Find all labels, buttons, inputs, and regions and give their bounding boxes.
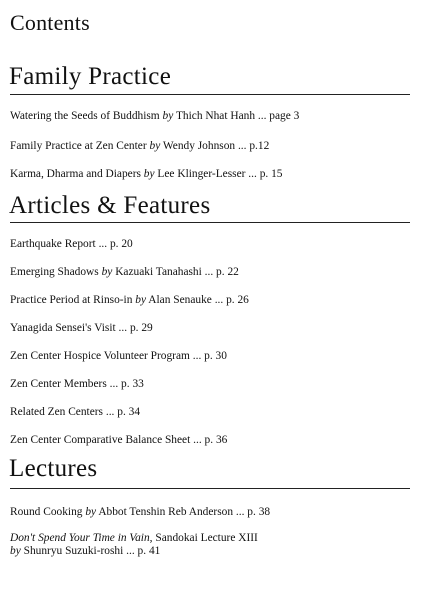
section-heading-articles-features: Articles & Features	[9, 192, 211, 219]
toc-entry[interactable]	[10, 109, 409, 123]
page-title: Contents	[10, 10, 90, 35]
toc-entry[interactable]	[10, 405, 409, 419]
toc-entry[interactable]	[10, 377, 409, 391]
entry-by: by	[149, 140, 161, 152]
entry-page: ... p. 38	[235, 506, 271, 518]
entry-title: Family Practice at Zen Center	[10, 140, 147, 152]
entry-author: Lee Klinger-Lesser	[157, 168, 246, 180]
entry-author: Shunryu Suzuki-roshi	[23, 545, 124, 557]
section-divider	[10, 222, 410, 223]
entry-by: by	[162, 110, 174, 122]
toc-entry[interactable]	[10, 167, 409, 181]
entry-title: Yanagida Sensei's Visit	[10, 322, 116, 334]
entry-page: ... p. 22	[204, 266, 239, 278]
entry-author: Thich Nhat Hanh	[175, 110, 256, 122]
entry-page: ... p. 34	[105, 406, 141, 418]
entry-title: Sandokai Lecture XIII	[155, 532, 258, 544]
section-heading-family-practice: Family Practice	[9, 63, 172, 90]
toc-entry[interactable]	[10, 321, 409, 335]
toc-entry[interactable]	[10, 349, 409, 363]
entry-page: ... p. 36	[193, 434, 228, 446]
entry-author: Kazuaki Tanahashi	[115, 266, 202, 278]
entry-page: ... p. 15	[248, 168, 283, 180]
toc-entry[interactable]	[10, 237, 409, 251]
entry-page: ... p.12	[237, 140, 270, 152]
section-divider	[10, 488, 410, 489]
entry-title: Karma, Dharma and Diapers	[10, 168, 141, 180]
entry-by: by	[143, 168, 155, 180]
section-heading-lectures: Lectures	[9, 455, 98, 482]
entry-author: Wendy Johnson	[162, 140, 236, 152]
entry-by: by	[85, 506, 97, 518]
toc-entry[interactable]	[10, 532, 350, 558]
entry-author: Abbot Tenshin Reb Anderson	[98, 506, 234, 518]
entry-title-italic: Don't Spend Your Time in Vain,	[10, 532, 153, 544]
entry-author: Alan Senauke	[148, 294, 212, 306]
entry-title: Zen Center Members	[10, 378, 107, 390]
toc-entry[interactable]	[10, 265, 409, 279]
entry-title: Practice Period at Rinso-in	[10, 294, 133, 306]
entry-title: Earthquake Report	[10, 238, 96, 250]
entry-title: Emerging Shadows	[10, 266, 99, 278]
toc-entry[interactable]	[10, 139, 409, 153]
toc-entry[interactable]	[10, 293, 409, 307]
entry-title: Related Zen Centers	[10, 406, 103, 418]
entry-page: ... p. 26	[214, 294, 249, 306]
entry-title: Round Cooking	[10, 506, 83, 518]
section-divider	[10, 94, 410, 95]
entry-title: Zen Center Hospice Volunteer Program	[10, 350, 190, 362]
entry-title: Zen Center Comparative Balance Sheet	[10, 434, 191, 446]
entry-page: ... page 3	[257, 110, 300, 122]
entry-page: ... p. 29	[118, 322, 153, 334]
toc-entry[interactable]	[10, 505, 409, 519]
entry-by: by	[135, 294, 147, 306]
entry-page: ... p. 41	[126, 545, 161, 557]
entry-page: ... p. 30	[192, 350, 227, 362]
toc-entry[interactable]	[10, 433, 409, 447]
entry-title: Watering the Seeds of Buddhism	[10, 110, 160, 122]
entry-by: by	[10, 545, 21, 557]
entry-page: ... p. 33	[109, 378, 144, 390]
entry-by: by	[101, 266, 113, 278]
entry-page: ... p. 20	[98, 238, 133, 250]
